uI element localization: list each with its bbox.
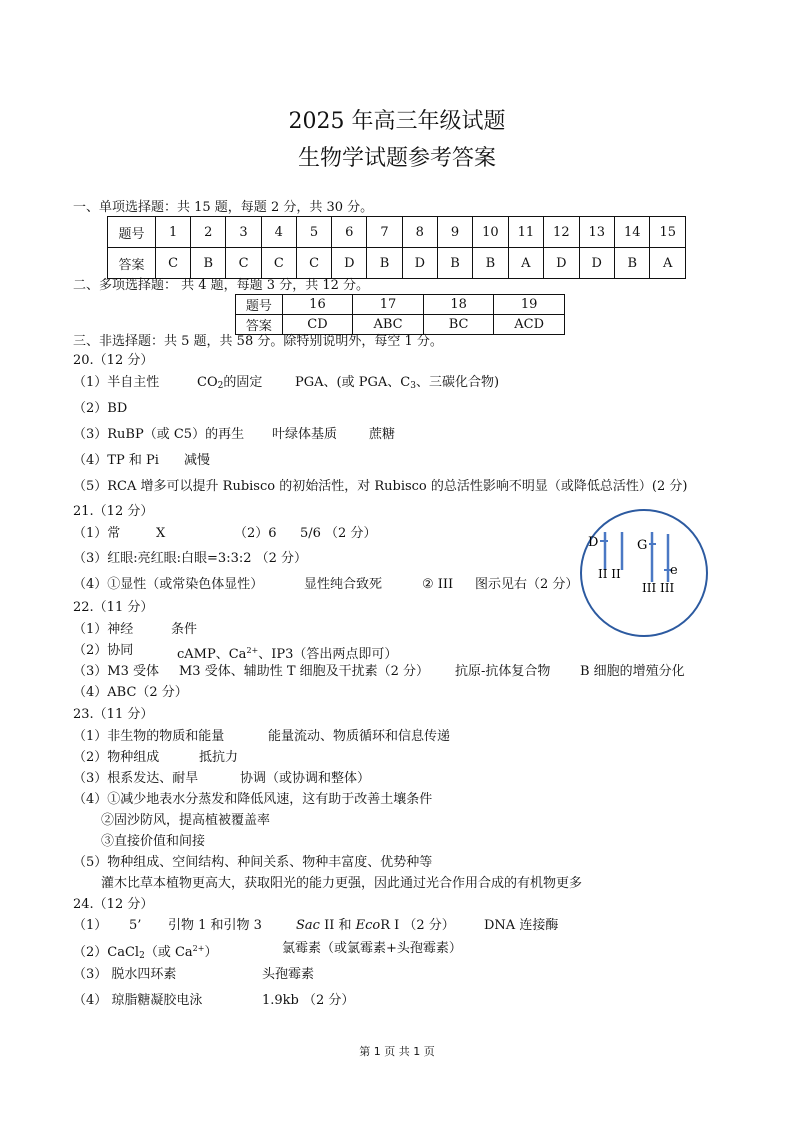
q24-heading: 24.（12 分） [73,897,154,912]
question-number: 17 [353,295,424,315]
gene-label-e: e [670,563,678,578]
q20-line2: （2）BD [73,401,128,416]
answer-cell: D [544,248,579,279]
text-run: R I （2 分） [380,918,455,933]
page-subtitle: 生物学试题参考答案 [297,146,496,171]
answer-cell: BC [423,315,494,335]
text-run: 的固定 [223,375,263,390]
answer-cell: D [402,248,437,279]
q21-line1-c: （2）6 [234,526,277,541]
row-label-question: 题号 [108,217,156,248]
question-number: 6 [332,217,367,248]
answer-cell: C [226,248,261,279]
single-choice-answer-table [107,216,686,279]
q22-line2-b [177,643,397,663]
answer-cell: C [155,248,190,279]
q24-line1-e: DNA 连接酶 [484,918,559,933]
q20-heading: 20.（12 分） [73,353,154,368]
text-run: CO [197,375,218,390]
question-number: 3 [226,217,261,248]
q21-line1-a: （1）常 [73,526,121,541]
question-number: 9 [437,217,472,248]
subscript: 2 [217,381,224,391]
page-title: 2025 年高三年级试题 [288,109,506,134]
section2-heading: 二、多项选择题： 共 4 题，每题 3 分，共 12 分。 [73,278,370,293]
q24-line2-a [73,941,217,964]
q24-line2-b: 氯霉素（或氯霉素+头孢霉素） [282,941,462,956]
q20-line1-b [197,375,262,394]
q24-line1-a: （1） [73,918,108,933]
q22-line3-d: B 细胞的增殖分化 [580,664,685,679]
q24-line4-a: （4） 琼脂糖凝胶电泳 [73,993,203,1008]
question-number: 11 [508,217,543,248]
q21-heading: 21.（12 分） [73,504,154,519]
answer-cell: CD [282,315,353,335]
q23-heading: 23.（11 分） [73,707,154,722]
q22-line3-a: （3）M3 受体 [73,664,159,679]
text-run: ） [204,945,218,960]
chromosome-label-II: II II [598,567,621,581]
row-label-answer: 答案 [236,315,283,335]
multiple-choice-answer-table [235,294,565,335]
q21-line3-d: 图示见右（2 分） [475,577,579,592]
text-run: II 和 [319,918,356,933]
q23-line4: （4）①减少地表水分蒸发和降低风速，这有助于改善土壤条件 [73,792,433,807]
q23-line2-a: （2）物种组成 [73,750,160,765]
text-run: Eco [355,918,381,933]
q21-line3-a: （4）①显性（或常染色体显性） [73,577,264,592]
text-run: 、IP3（答出两点即可） [258,647,398,662]
q20-line4-b: 减慢 [184,453,211,468]
question-number: 8 [402,217,437,248]
text-run: （2）CaCl [73,945,140,960]
text-run: PGA、(或 PGA、C [295,375,411,390]
q22-line4: （4）ABC（2 分） [73,685,188,700]
text-run: cAMP、Ca [177,647,247,662]
question-number: 13 [579,217,614,248]
answer-cell: B [473,248,508,279]
answer-cell: B [615,248,650,279]
answer-cell: D [332,248,367,279]
superscript: 2+ [246,646,259,655]
q24-line1-b: 5’ [129,918,142,933]
q20-line4-a: （4）TP 和 Pi [73,453,159,468]
answer-cell: A [650,248,686,279]
q20-line1-a: （1）半自主性 [73,375,160,390]
question-number-row [108,217,686,248]
question-number: 4 [261,217,296,248]
q21-line1-b: X [156,526,166,541]
q21-line3-b: 显性纯合致死 [304,577,383,592]
q22-line2-a: （2）协同 [73,643,134,658]
answer-cell: B [367,248,402,279]
q23-line8: 灌木比草本植物更高大，获取阳光的能力更强，因此通过光合作用合成的有机物更多 [101,876,583,891]
answer-row [236,315,565,335]
answer-cell: C [296,248,331,279]
chromosome-label-III: III III [642,581,675,595]
answer-cell: B [437,248,472,279]
q24-line3-b: 头孢霉素 [262,967,315,982]
answer-row [108,248,686,279]
q20-line3-a: （3）RuBP（或 C5）的再生 [73,427,245,442]
subscript: 2 [139,951,145,961]
q21-line2: （3）红眼:亮红眼:白眼=3:3:2 （2 分） [73,551,308,566]
question-number: 7 [367,217,402,248]
q21-line1-d: 5/6 （2 分） [300,526,377,541]
row-label-question: 题号 [236,295,283,315]
q23-line3-a: （3）根系发达、耐旱 [73,771,199,786]
gene-label-D: D [588,535,599,550]
gene-label-G: G [637,538,648,553]
question-number: 19 [494,295,565,315]
question-number: 14 [615,217,650,248]
q23-line2-b: 抵抗力 [199,750,239,765]
q21-line3-c: ② III [422,577,454,592]
answer-cell: ACD [494,315,565,335]
q20-line3-b: 叶绿体基质 [272,427,338,442]
q24-line1-c: 引物 1 和引物 3 [168,918,262,933]
q20-line1-c [295,375,499,394]
answer-cell: C [261,248,296,279]
answer-cell: ABC [353,315,424,335]
row-label-answer: 答案 [108,248,156,279]
subscript: 3 [410,381,416,391]
section1-heading: 一、单项选择题：共 15 题，每题 2 分，共 30 分。 [73,200,374,215]
answer-cell: D [579,248,614,279]
question-number-row [236,295,565,315]
question-number: 15 [650,217,686,248]
question-number: 18 [423,295,494,315]
page-footer: 第 1 页 共 1 页 [359,1045,435,1058]
text-run: Sac [296,918,320,933]
q23-line3-b: 协调（或协调和整体） [240,771,371,786]
question-number: 2 [191,217,226,248]
question-number: 1 [155,217,190,248]
q23-line1-b: 能量流动、物质循环和信息传递 [268,729,451,744]
q20-line5: （5）RCA 增多可以提升 Rubisco 的初始活性，对 Rubisco 的总活性影响不明显（或降低总活性）(2 分) [73,479,688,494]
text-run: 、三碳化合物) [415,375,500,390]
q22-line1-a: （1）神经 [73,622,134,637]
answer-cell: A [508,248,543,279]
q23-line1-a: （1）非生物的物质和能量 [73,729,225,744]
question-number: 10 [473,217,508,248]
q20-line3-c: 蔗糖 [369,427,396,442]
q24-line3-a: （3） 脱水四环素 [73,967,177,982]
q22-line3-c: 抗原-抗体复合物 [455,664,551,679]
q23-line7: （5）物种组成、空间结构、种间关系、物种丰富度、优势种等 [73,855,433,870]
q23-line5: ②固沙防风，提高植被覆盖率 [101,813,271,828]
q22-line3-b: M3 受体、辅助性 T 细胞及干扰素（2 分） [179,664,430,679]
chromosome-diagram [578,508,710,638]
question-number: 12 [544,217,579,248]
q22-heading: 22.（11 分） [73,600,154,615]
q24-line4-b: 1.9kb （2 分） [262,993,355,1008]
question-number: 16 [282,295,353,315]
answer-cell: B [191,248,226,279]
q24-line1-d [296,918,455,934]
text-run: （或 Ca [144,945,193,960]
q22-line1-b: 条件 [171,622,198,637]
section3-heading: 三、非选择题：共 5 题，共 58 分。除特别说明外，每空 1 分。 [73,334,443,349]
question-number: 5 [296,217,331,248]
superscript: 2+ [192,944,205,953]
q23-line6: ③直接价值和间接 [101,834,206,849]
